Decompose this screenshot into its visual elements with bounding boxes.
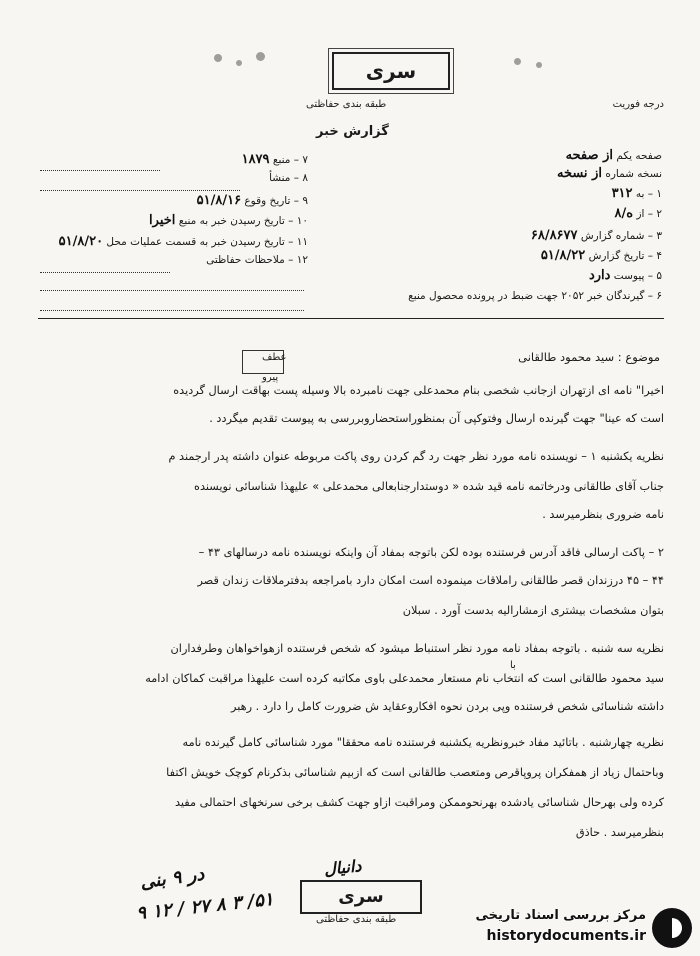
handwritten-date: ۹ ۱۲ / ۲۷ ۸ ۳ /۵۱ bbox=[135, 888, 275, 925]
field-security-notes: ۱۲ – ملاحظات حفاظتی bbox=[206, 254, 308, 266]
body-line: ۲ – پاکت ارسالی فاقد آدرس فرستنده بوده لکن باتوجه بمفاد آن واینکه نویسنده نامه درسالهای ۴۳ – bbox=[198, 546, 664, 559]
archive-logo-icon bbox=[652, 908, 692, 948]
field-recipients: ۶ – گیرندگان خبر ۲۰۵۲ جهت ضبط در پرونده محصول منبع bbox=[408, 290, 662, 302]
signature: دانیال bbox=[323, 856, 363, 879]
handwritten-note: در ۹ بنی bbox=[138, 863, 206, 894]
priority-label: درجه فوریت bbox=[612, 99, 664, 110]
field-page: صفحه یکم از صفحه bbox=[565, 148, 662, 163]
section-divider bbox=[38, 318, 664, 319]
watermark bbox=[430, 908, 692, 948]
field-attachment: ۵ – پیوست دارد bbox=[588, 268, 662, 283]
footer-classification-stamp: سری bbox=[300, 880, 422, 914]
blank-line bbox=[40, 160, 160, 171]
ink-speck bbox=[256, 52, 265, 61]
footer-classification-label: طبقه بندی حفاظتی bbox=[316, 914, 397, 925]
field-to: ۱ – به ۳۱۲ bbox=[611, 186, 662, 201]
body-line: است که عینا" جهت گیرنده ارسال وفتوکپی آن بمنظوراستحضاروبررسی به پیوست تقدیم میگردد . bbox=[209, 412, 664, 425]
watermark-url: historydocuments.ir bbox=[486, 928, 646, 944]
report-title: گزارش خبر bbox=[316, 124, 389, 139]
body-line: نظریه چهارشنبه . باتائید مفاد خبرونظریه یکشنبه فرستنده نامه محققا" مورد شناسائی کامل گیرنده نامه bbox=[182, 736, 664, 749]
body-line: وباحتمال زیاد از همفکران پروپاقرص ومتعصب طالقانی است که ازبیم شناسائی بذکرنام کوچک خویش اکتفا bbox=[166, 766, 664, 779]
field-report-number: ۳ – شماره گزارش ۶۸/۸۶۷۷ bbox=[530, 228, 662, 243]
body-line: بتوان مشخصات بیشتری ازمشارالیه بدست آورد . سبلان bbox=[402, 604, 664, 617]
field-operations-received-date: ۱۱ – تاریخ رسیدن خبر به قسمت عملیات محل ۵۱/۸/۲۰ bbox=[58, 234, 308, 249]
body-line: ۴۴ – ۴۵ درزندان قصر طالقانی راملاقات مینموده است امکان دارد بامراجعه بدفترملاقات زندان قصر bbox=[197, 574, 664, 587]
classification-stamp: سری bbox=[332, 52, 450, 90]
field-occurrence-date: ۹ – تاریخ وقوع ۵۱/۸/۱۶ bbox=[196, 193, 308, 208]
field-source: ۷ – منبع ۱۸۷۹ bbox=[241, 152, 308, 167]
body-line: بنظرمیرسد . حاذق bbox=[575, 826, 664, 839]
classification-label: طبقه بندی حفاظتی bbox=[306, 99, 387, 110]
field-report-date: ۴ – تاریخ گزارش ۵۱/۸/۲۲ bbox=[540, 248, 662, 263]
body-line: نظریه سه شنبه . باتوجه بمفاد نامه مورد نظر استنباط میشود که شخص فرستنده ازهواخواهان وطرفداران bbox=[170, 642, 664, 655]
ink-speck bbox=[514, 58, 521, 65]
watermark-title: مرکز بررسی اسناد تاریخی bbox=[475, 908, 646, 923]
body-line: اخیرا" نامه ای ازتهران ازجانب شخصی بنام محمدعلی جهت نامبرده بالا وسیله پست بهاقت ارسال گردیده bbox=[173, 384, 664, 397]
inserted-word: با bbox=[510, 660, 516, 671]
field-from: ۲ – از ه/۸ bbox=[614, 206, 662, 221]
field-copy: نسخه شماره از نسخه bbox=[556, 166, 662, 181]
blank-line bbox=[40, 280, 304, 291]
followup-label: پیرو bbox=[262, 372, 279, 383]
subject-line: موضوع : سید محمود طالقانی bbox=[518, 350, 660, 364]
field-source-received-date: ۱۰ – تاریخ رسیدن خبر به منبع اخیرا bbox=[149, 213, 308, 228]
body-line: نامه ضروری بنظرمیرسد . bbox=[542, 508, 664, 521]
ink-speck bbox=[536, 62, 542, 68]
blank-line bbox=[40, 262, 170, 273]
ink-speck bbox=[236, 60, 242, 66]
reference-label: عطف bbox=[262, 352, 287, 363]
field-origin: ۸ – منشأ bbox=[269, 172, 308, 184]
body-line: نظریه یکشنبه ۱ – نویسنده نامه مورد نظر جهت رد گم کردن روی پاکت مربوطه عنوان داشته پدر ارجمند م bbox=[168, 450, 664, 463]
body-line: سید محمود طالقانی است که انتخاب نام مستعار محمدعلی باوی مکاتبه کرده است علیهذا مراقبت کماکان ادامه bbox=[145, 672, 664, 685]
blank-line bbox=[40, 180, 240, 191]
blank-line bbox=[40, 300, 304, 311]
ink-speck bbox=[214, 54, 222, 62]
body-line: کرده ولی بهرحال شناسائی یادشده بهرنحوممکن ومراقبت ازاو جهت کشف برخی سرنخهای احتمالی مفید bbox=[174, 796, 664, 809]
body-line: جناب آقای طالقانی ودرخاتمه نامه قید شده « دوستدارجنابعالی محمدعلی » علیهذا شناسائی نویسنده bbox=[194, 480, 664, 493]
body-line: داشته شناسائی شخص فرستنده وپی بردن نحوه افکاروعقاید ش ضرورت کامل را دارد . رهبر bbox=[230, 700, 664, 713]
